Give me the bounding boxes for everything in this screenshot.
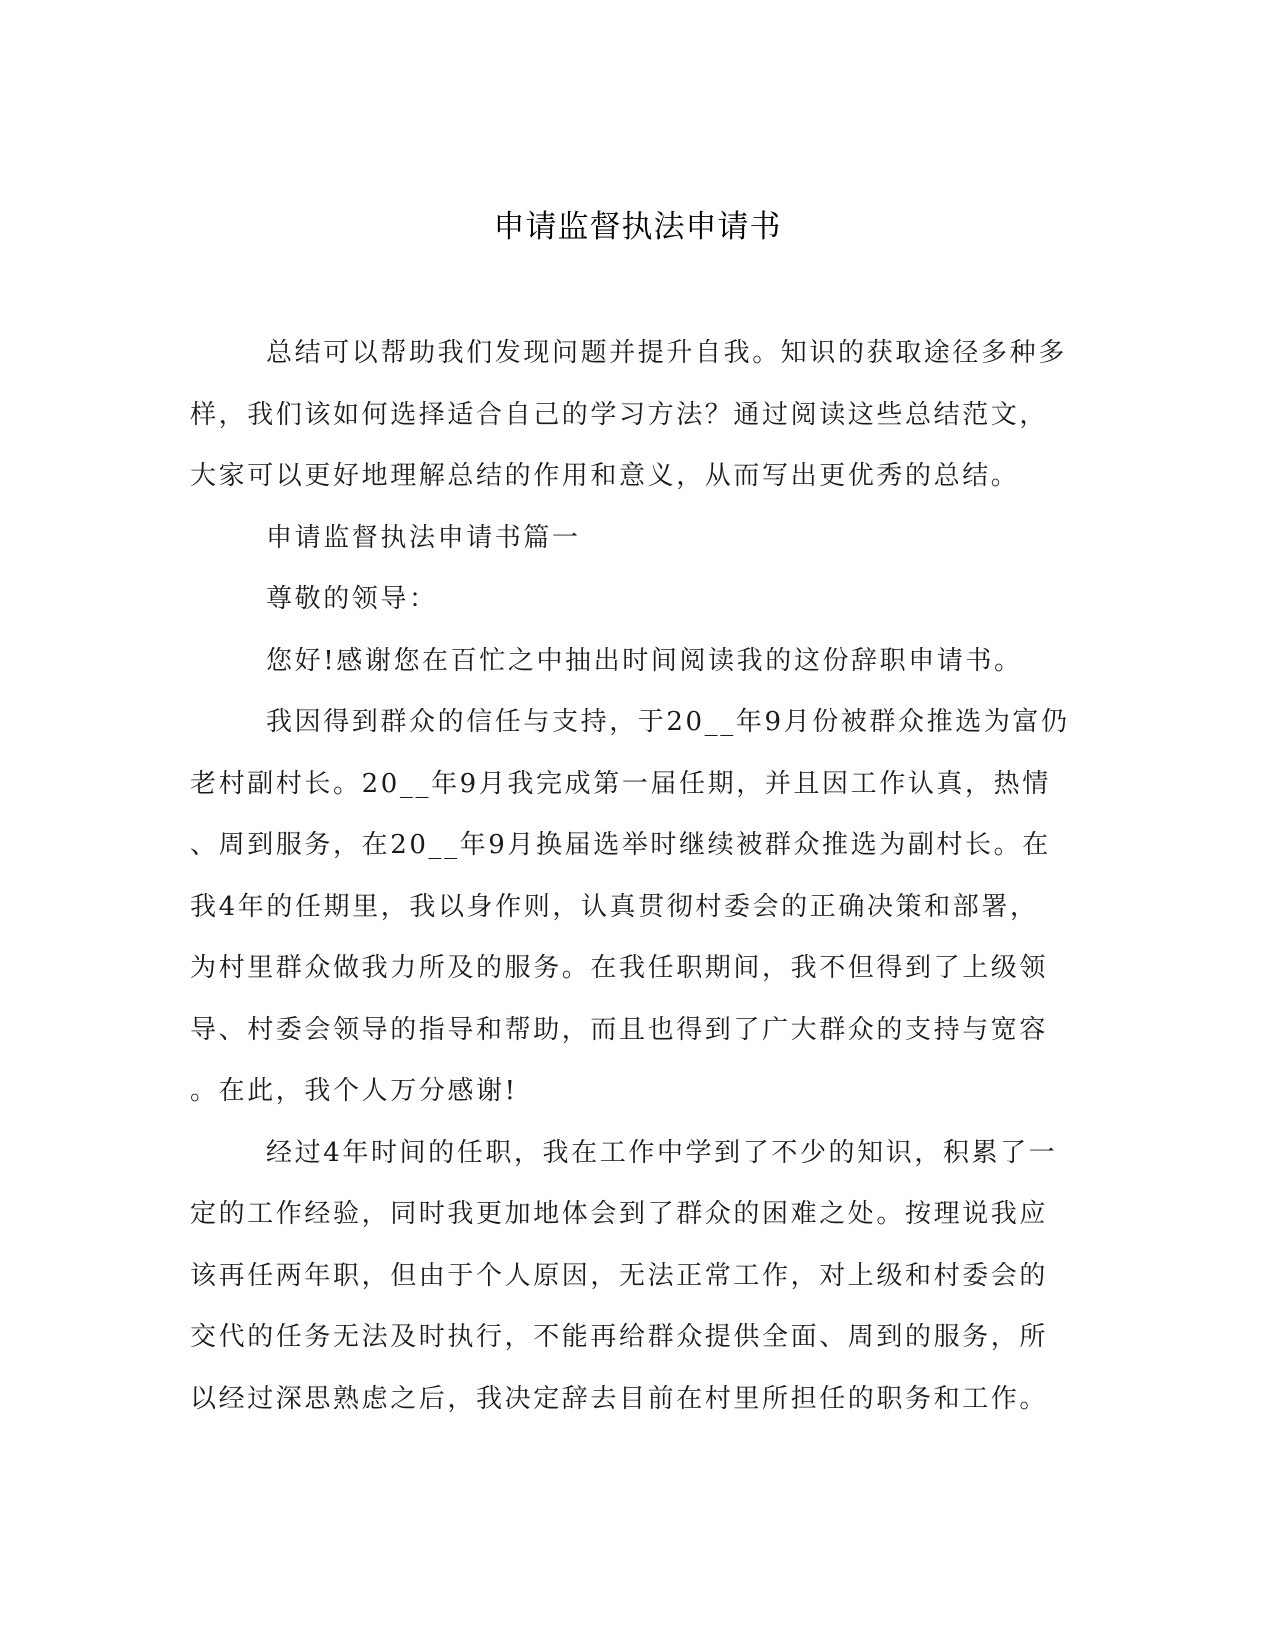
text-line: 老村副村长。20__年9月我完成第一届任期，并且因工作认真，热情 [190,768,1051,799]
document-title: 申请监督执法申请书 [493,209,782,245]
text-line: 交代的任务无法及时执行，不能再给群众提供全面、周到的服务，所 [190,1322,1049,1352]
greeting: 您好!感谢您在百忙之中抽出时间阅读我的这份辞职申请书。 [266,645,1023,676]
section-heading: 申请监督执法申请书篇一 [266,522,581,553]
text-line: 大家可以更好地理解总结的作用和意义，从而写出更优秀的总结。 [190,461,1020,491]
text-line: 我因得到群众的信任与支持，于20__年9月份被群众推选为富仍 [266,707,1070,737]
text-line: 该再任两年职，但由于个人原因，无法正常工作，对上级和村委会的 [190,1260,1049,1291]
text-line: 以经过深思熟虑之后，我决定辞去目前在村里所担任的职务和工作。 [190,1383,1049,1414]
text-line: 为村里群众做我力所及的服务。在我任职期间，我不但得到了上级领 [190,953,1049,983]
text-line: 样，我们该如何选择适合自己的学习方法？通过阅读这些总结范文， [190,399,1049,430]
text-line: 、周到服务，在20__年9月换届选举时继续被群众推选为副村长。在 [190,830,1051,860]
salutation: 尊敬的领导： [266,584,438,614]
text-line: 我4年的任期里，我以身作则，认真贯彻村委会的正确决策和部署， [190,891,1039,922]
paragraph-1 [190,692,1090,1123]
paragraph-2 [190,1123,1090,1431]
intro-paragraph [190,323,1090,508]
text-line: 总结可以帮助我们发现问题并提升自我。知识的获取途径多种多 [266,338,1067,368]
text-line: 。在此，我个人万分感谢! [190,1076,518,1106]
text-line: 经过4年时间的任职，我在工作中学到了不少的知识，积累了一 [266,1137,1058,1168]
document-body [190,323,1090,1430]
text-line: 导、村委会领导的指导和帮助，而且也得到了广大群众的支持与宽容 [190,1014,1049,1045]
text-line: 定的工作经验，同时我更加地体会到了群众的困难之处。按理说我应 [190,1199,1049,1229]
